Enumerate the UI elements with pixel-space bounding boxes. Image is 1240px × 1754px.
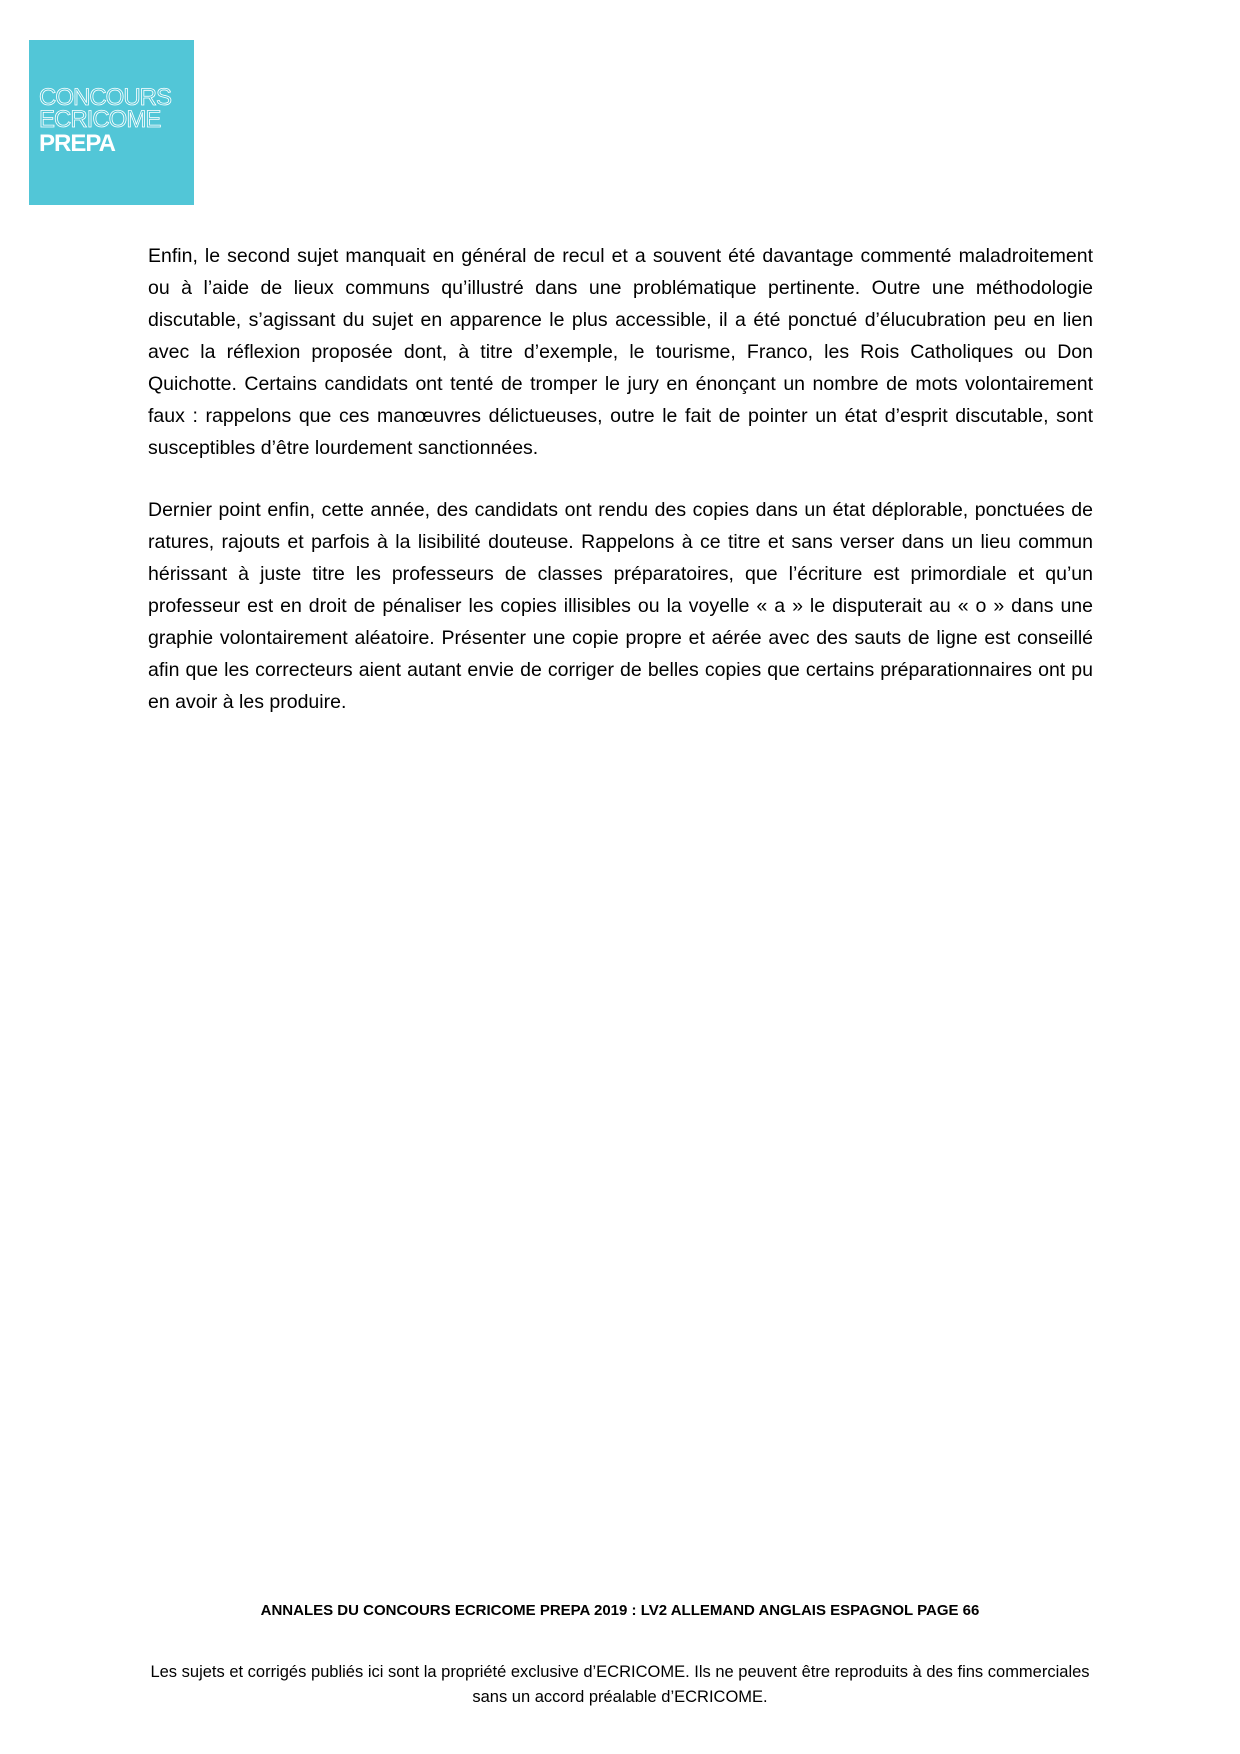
footer-copyright-notice: Les sujets et corrigés publiés ici sont la propriété exclusive d’ECRICOME. Ils ne peuvent être reproduits à des fins commerciales sans un accord préalable d’ECRICOME. — [150, 1663, 1090, 1706]
logo-text-concours: CONCOURS — [39, 84, 172, 111]
logo-text-ecricome: ECRICOME — [39, 106, 161, 133]
report-body — [148, 240, 1093, 748]
logo-text-prepa: PREPA — [39, 130, 115, 157]
paragraph-second-subject: Enfin, le second sujet manquait en général de recul et a souvent été davantage commenté maladroitement ou à l’aide de lieux communs qu’illustré dans une problématique pertinente. Outre une méthodologie discutable, s’agissant du sujet en apparence le plus accessible, il a été ponctué d’élucubration peu en lien avec la réflexion proposée dont, à titre d’exemple, le tourisme, Franco, les Rois Catholiques ou Don Quichotte. Certains candidats ont tenté de tromper le jury en énonçant un nombre de mots volontairement faux : rappelons que ces manœuvres délictueuses, outre le fait de pointer un état d’esprit discutable, sont susceptibles d’être lourdement sanctionnées. — [148, 245, 1093, 459]
ecricome-logo — [29, 40, 194, 205]
paragraph-copy-presentation: Dernier point enfin, cette année, des candidats ont rendu des copies dans un état déplorable, ponctuées de ratures, rajouts et parfois à la lisibilité douteuse. Rappelons à ce titre et sans verser dans un lieu commun hérissant à juste titre les professeurs de classes préparatoires, que l’écriture est primordiale et qu’un professeur est en droit de pénaliser les copies illisibles ou la voyelle « a » le disputerait au « o » dans une graphie volontairement aléatoire. Présenter une copie propre et aérée avec des sauts de ligne est conseillé afin que les correcteurs aient autant envie de corriger de belles copies que certains préparationnaires ont pu en avoir à les produire. — [148, 499, 1093, 713]
footer-page-title: ANNALES DU CONCOURS ECRICOME PREPA 2019 : LV2 ALLEMAND ANGLAIS ESPAGNOL PAGE 66 — [260, 1602, 980, 1619]
